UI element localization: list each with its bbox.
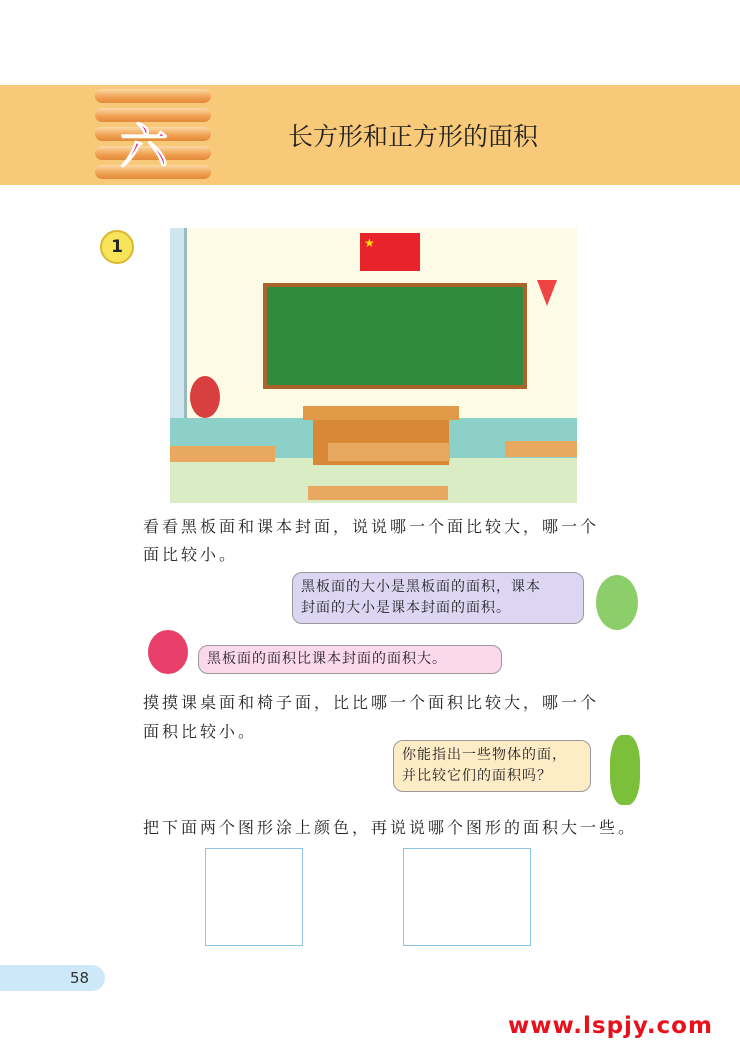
flag-icon: ★ xyxy=(360,233,420,271)
square-shape xyxy=(205,848,303,946)
speech-bubble xyxy=(198,645,502,674)
chapter-title: 长方形和正方形的面积 xyxy=(288,122,539,151)
cabbage-character xyxy=(596,575,638,630)
decor-bar xyxy=(95,89,211,103)
speech-bubble xyxy=(292,572,584,624)
student-desk xyxy=(170,446,275,462)
student-desk xyxy=(308,486,448,500)
bubble-text: 封面的大小是课本封面的面积。 xyxy=(301,600,511,616)
bubble-text: 黑板面的大小是黑板面的面积，课本 xyxy=(301,579,541,595)
blackboard xyxy=(263,283,527,389)
rectangle-shape xyxy=(403,848,531,946)
bubble-text: 并比较它们的面积吗？ xyxy=(402,768,552,784)
flower-pot-icon xyxy=(190,376,220,418)
pennant-icon xyxy=(537,280,557,306)
paragraph: 把下面两个图形涂上颜色，再说说哪个图形的面积大一些。 xyxy=(143,818,638,837)
chapter-number: 六 xyxy=(120,119,169,175)
page-number-tab xyxy=(0,965,105,991)
paragraph: 看看黑板面和课本封面，说说哪一个面比较大，哪一个 xyxy=(143,517,600,536)
speech-bubble xyxy=(393,740,591,792)
paragraph: 面积比较小。 xyxy=(143,722,258,741)
student-desk xyxy=(505,441,577,457)
radish-character xyxy=(148,630,188,674)
section-badge: 1 xyxy=(100,230,134,264)
bubble-text: 你能指出一些物体的面， xyxy=(402,747,567,763)
page-number: 58 xyxy=(70,969,90,987)
window xyxy=(170,228,187,418)
teacher-desk-top xyxy=(303,406,459,420)
student-desk xyxy=(328,443,450,461)
paragraph: 面比较小。 xyxy=(143,545,239,564)
bubble-text: 黑板面的面积比课本封面的面积大。 xyxy=(207,651,447,667)
paragraph: 摸摸课桌面和椅子面，比比哪一个面积比较大，哪一个 xyxy=(143,693,600,712)
bean-character xyxy=(610,735,640,805)
classroom-illustration xyxy=(170,228,577,503)
watermark: www.lspjy.com xyxy=(508,1013,713,1039)
